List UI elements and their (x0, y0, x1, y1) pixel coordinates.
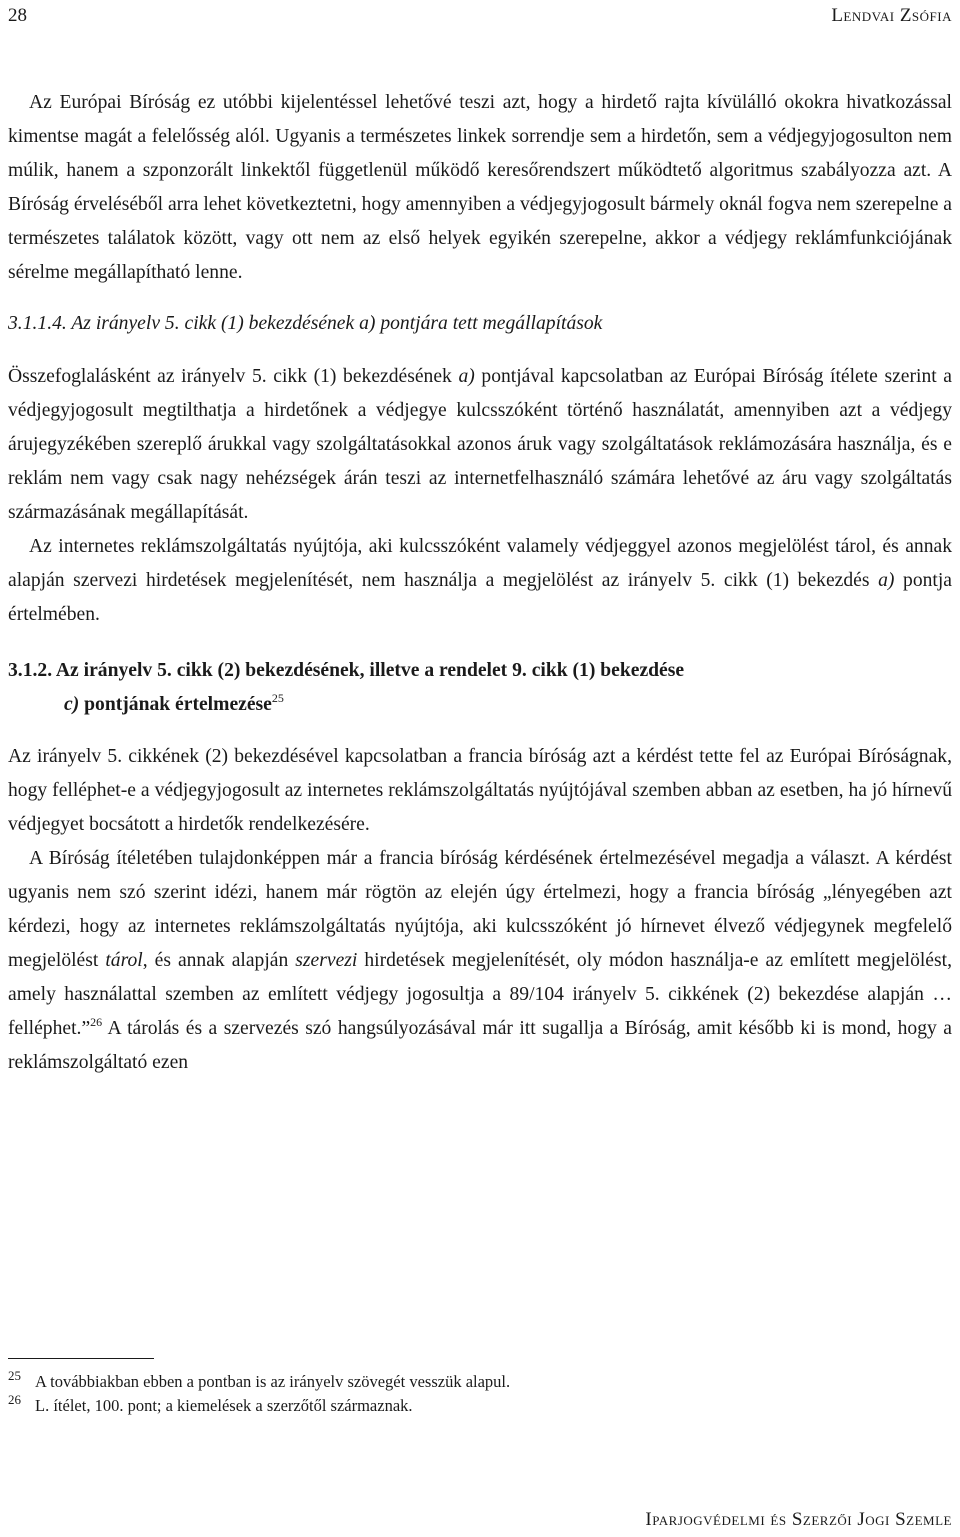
footnotes (8, 1370, 952, 1418)
paragraph-2 (8, 360, 952, 530)
paragraph-3-italic: a) (878, 570, 895, 591)
footnote-25 (8, 1370, 952, 1394)
paragraph-5-text-c: hirdetések megjelenítését, oly módon használja-e az említett megjelölést, amely használattal szemben az említett védjegy jogosultja a 89/104 irányelv 5. cikkének (2) bekezdése alapján … felléphet.” (8, 950, 952, 1039)
paragraph-5 (8, 842, 952, 1080)
page-number: 28 (8, 5, 27, 26)
footnote-number: 25 (8, 1368, 21, 1383)
section-heading-line2-wrap (8, 688, 952, 722)
paragraph-5-italic-2: szervezi (295, 950, 358, 971)
paragraph-3-text-b: pontja értelmében. (8, 570, 952, 625)
footnote-26 (8, 1394, 952, 1418)
paragraph-5-text-d: A tárolás és a szervezés szó hangsúlyozásával már itt sugallja a Bíróság, amit később ki is mond, hogy a reklámszolgáltató ezen (8, 1018, 952, 1073)
footnote-number: 26 (8, 1392, 21, 1407)
footnote-separator (8, 1358, 154, 1359)
section-heading-312 (8, 654, 952, 722)
running-head (8, 4, 952, 28)
section-heading-line2: pontjának értelmezése (79, 694, 272, 715)
footnote-text: A továbbiakban ebben a pontban is az irányelv szövegét vesszük alapul. (35, 1372, 511, 1391)
footnote-text: L. ítélet, 100. pont; a kiemelések a szerzőtől származnak. (35, 1396, 413, 1415)
paragraph-4: Az irányelv 5. cikkének (2) bekezdésével kapcsolatban a francia bíróság azt a kérdést tette fel az Európai Bíróságnak, hogy felléphet-e a védjegyjogosult az internetes reklámszolgáltatás nyújtójával szemben abban az esetben, ha jó hírnevű védjegyet bocsátott a hirdetők rendelkezésére. (8, 746, 952, 835)
author-name: Lendvai Zsófia (831, 5, 952, 26)
paragraph-3-text-a: Az internetes reklámszolgáltatás nyújtója, aki kulcsszóként valamely védjeggyel azonos megjelölést tárol, és annak alapján szervezi hirdetések megjelenítését, nem használja a megjelölést az irányelv 5. cikk (1) bekezdés (8, 536, 952, 591)
footnote-ref-25[interactable]: 25 (271, 691, 284, 705)
paragraph-1: Az Európai Bíróság ez utóbbi kijelentéssel lehetővé teszi azt, hogy a hirdető rajta kívülálló okokra hivatkozással kimentse magát a felelősség alól. Ugyanis a természetes linkek sorrendje sem a hirdetőn, sem a védjegyjogosulton nem múlik, hanem a szponzorált linkektől függetlenül működő keresőrendszert működtető algoritmus szabályozza azt. A Bíróság érveléséből arra lehet következtetni, hogy amennyiben a védjegyjogosult bármely oknál fogva nem szerepelne a természetes találatok között, vagy ott nem az első helyek egyikén szerepelne, akkor a védjegy reklámfunkciójának sérelme megállapítható lenne. (8, 92, 952, 283)
section-heading-line1: 3.1.2. Az irányelv 5. cikk (2) bekezdésének, illetve a rendelet 9. cikk (1) bekezdése (8, 660, 685, 681)
section-heading-italic: c) (64, 694, 80, 715)
footnote-ref-26[interactable]: 26 (90, 1015, 103, 1029)
paragraph-2-text-b: pontjával kapcsolatban az Európai Bíróság ítélete szerint a védjegyjogosult megtilthatja a hirdetőnek a védjegye kulcsszóként történő használatát, amennyiben azt a védjegy árujegyzékében szereplő árukkal vagy szolgáltatásokkal azonos áruk vagy szolgáltatások reklámozására használja, és e reklám nem vagy csak nagy nehézségek árán teszi az internetfelhasználó számára lehetővé az áru vagy szolgáltatás származásának megállapítását. (8, 366, 953, 523)
paragraph-2-italic: a) (458, 366, 475, 387)
paragraph-5-text-b: , és annak alapján (142, 950, 296, 971)
article-body (8, 86, 952, 1080)
journal-title: Iparjogvédelmi és Szerzői Jogi Szemle (645, 1509, 952, 1530)
paragraph-5-italic-1: tárol (105, 950, 143, 971)
paragraph-3 (8, 530, 952, 632)
paragraph-5-text-a: A Bíróság ítéletében tulajdonképpen már a francia bíróság kérdésének értelmezésével megadja a választ. A kérdést ugyanis nem szó szerint idézi, hanem már rögtön az elején úgy értelmezi, hogy a francia bíróság „lényegében azt kérdezi, hogy az internetes reklámszolgáltatás nyújtója, aki kulcsszóként jó hírnevet élvező védjegynek megfelelő megjelölést (8, 848, 952, 971)
subsection-heading-3114: 3.1.1.4. Az irányelv 5. cikk (1) bekezdésének a) pontjára tett megállapítások (8, 313, 603, 334)
paragraph-2-text-a: Összefoglalásként az irányelv 5. cikk (1) bekezdésének (8, 366, 459, 387)
